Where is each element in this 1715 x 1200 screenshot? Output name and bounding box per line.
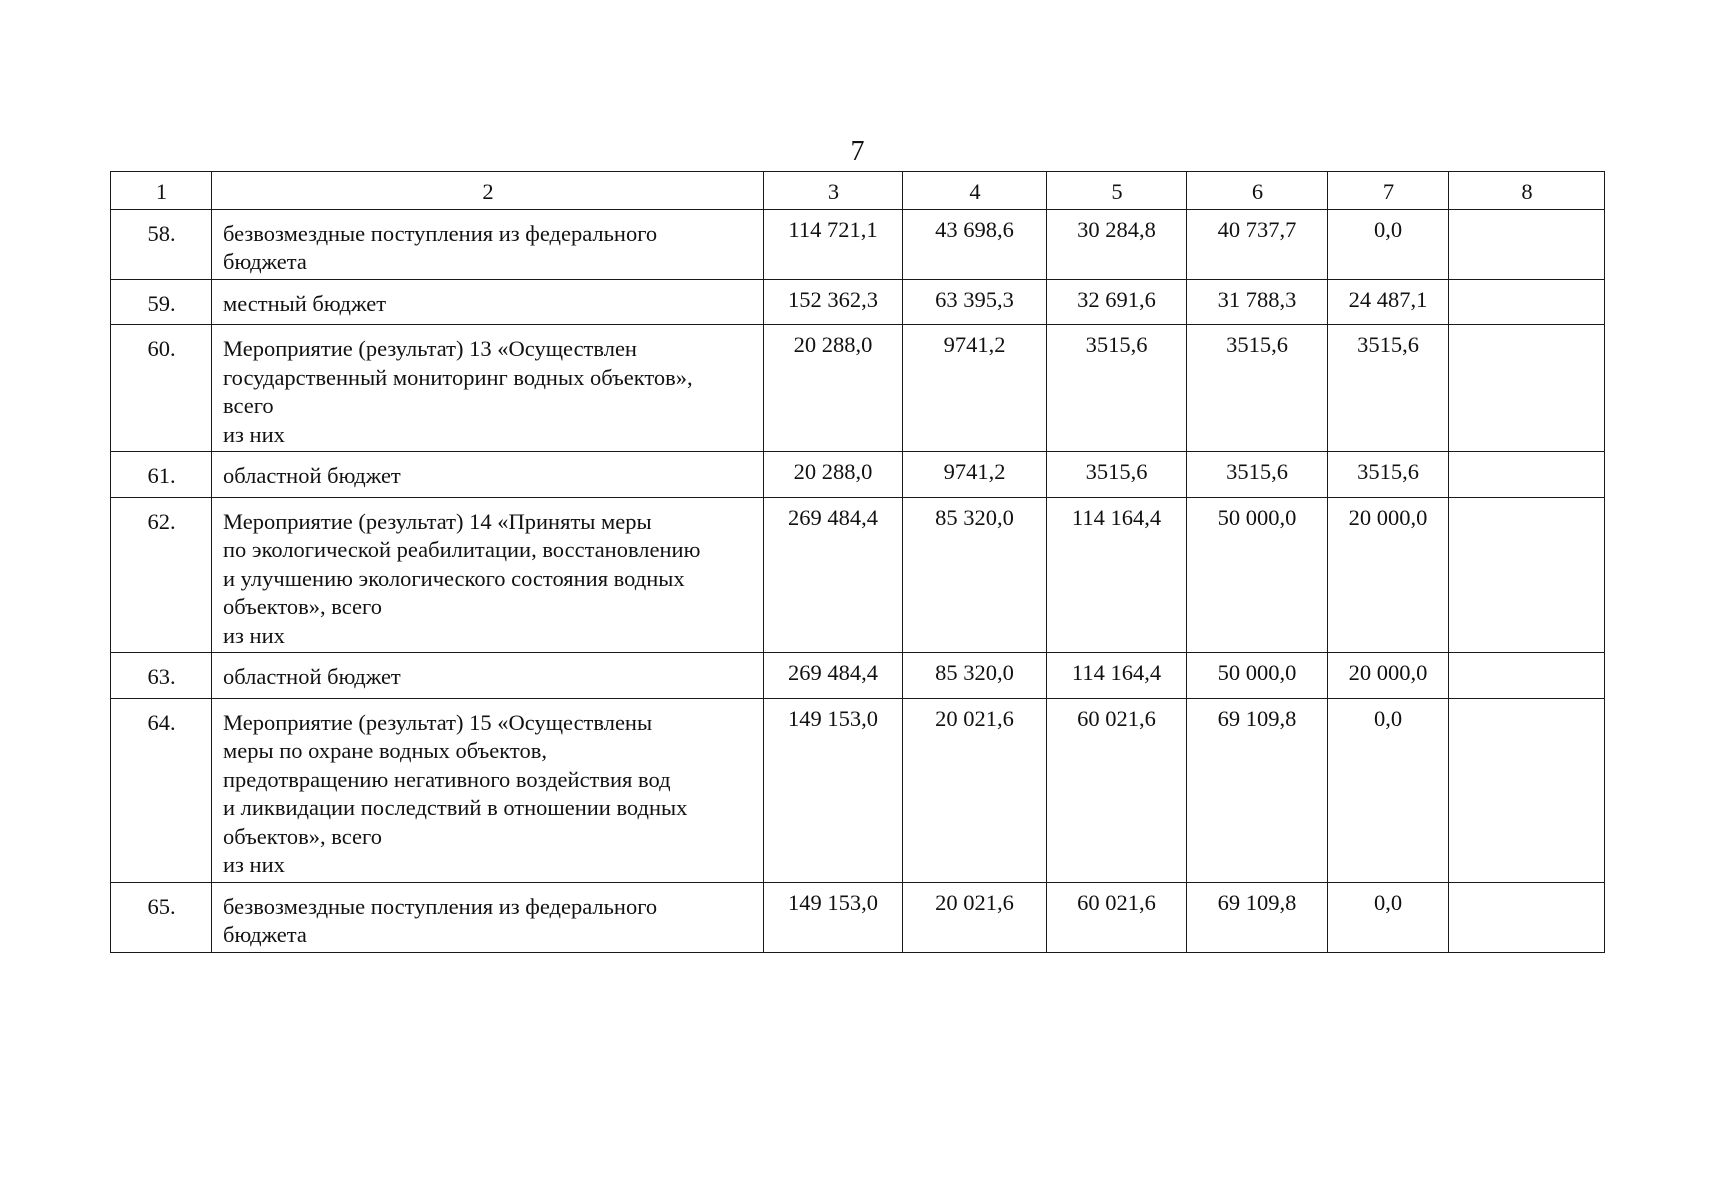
row-number: 62. (111, 497, 212, 653)
table-row (111, 209, 1605, 279)
value-col-6: 50 000,0 (1187, 653, 1328, 699)
header-cell: 8 (1449, 172, 1605, 210)
value-col-7: 24 487,1 (1328, 279, 1449, 325)
value-col-4: 9741,2 (903, 452, 1047, 498)
value-col-7: 3515,6 (1328, 325, 1449, 452)
row-number: 65. (111, 882, 212, 952)
header-cell: 5 (1047, 172, 1187, 210)
row-description: областной бюджет (212, 452, 764, 498)
header-cell: 7 (1328, 172, 1449, 210)
row-description: безвозмездные поступления из федерального бюджета (212, 209, 764, 279)
value-col-5: 3515,6 (1047, 452, 1187, 498)
value-col-6: 50 000,0 (1187, 497, 1328, 653)
row-description: местный бюджет (212, 279, 764, 325)
value-col-4: 85 320,0 (903, 653, 1047, 699)
row-number: 58. (111, 209, 212, 279)
value-col-4: 9741,2 (903, 325, 1047, 452)
value-col-4: 43 698,6 (903, 209, 1047, 279)
table-row (111, 452, 1605, 498)
value-col-7: 20 000,0 (1328, 653, 1449, 699)
value-col-4: 63 395,3 (903, 279, 1047, 325)
value-col-7: 0,0 (1328, 882, 1449, 952)
value-col-7: 0,0 (1328, 698, 1449, 882)
value-col-6: 69 109,8 (1187, 882, 1328, 952)
value-col-8 (1449, 279, 1605, 325)
header-row (111, 172, 1605, 210)
value-col-8 (1449, 325, 1605, 452)
value-col-5: 60 021,6 (1047, 882, 1187, 952)
row-number: 64. (111, 698, 212, 882)
value-col-3: 114 721,1 (764, 209, 903, 279)
value-col-5: 32 691,6 (1047, 279, 1187, 325)
value-col-3: 20 288,0 (764, 325, 903, 452)
value-col-3: 149 153,0 (764, 882, 903, 952)
value-col-5: 3515,6 (1047, 325, 1187, 452)
value-col-3: 152 362,3 (764, 279, 903, 325)
value-col-4: 85 320,0 (903, 497, 1047, 653)
row-description: областной бюджет (212, 653, 764, 699)
value-col-8 (1449, 497, 1605, 653)
table-row (111, 882, 1605, 952)
value-col-6: 40 737,7 (1187, 209, 1328, 279)
value-col-8 (1449, 209, 1605, 279)
value-col-5: 114 164,4 (1047, 653, 1187, 699)
row-description: безвозмездные поступления из федерального бюджета (212, 882, 764, 952)
value-col-3: 149 153,0 (764, 698, 903, 882)
value-col-6: 31 788,3 (1187, 279, 1328, 325)
value-col-3: 20 288,0 (764, 452, 903, 498)
row-number: 63. (111, 653, 212, 699)
row-description: Мероприятие (результат) 15 «Осуществлены меры по охране водных объектов, предотвращению негативного воздействия вод и ликвидации последствий в отношении водных объектов», всего из них (212, 698, 764, 882)
header-cell: 3 (764, 172, 903, 210)
row-description: Мероприятие (результат) 14 «Приняты меры по экологической реабилитации, восстановлению и улучшению экологического состояния водных объектов», всего из них (212, 497, 764, 653)
value-col-4: 20 021,6 (903, 698, 1047, 882)
value-col-6: 3515,6 (1187, 452, 1328, 498)
table-row (111, 698, 1605, 882)
page-number: 7 (850, 136, 865, 167)
value-col-6: 69 109,8 (1187, 698, 1328, 882)
value-col-5: 30 284,8 (1047, 209, 1187, 279)
row-description: Мероприятие (результат) 13 «Осуществлен государственный мониторинг водных объектов», всего из них (212, 325, 764, 452)
value-col-5: 60 021,6 (1047, 698, 1187, 882)
row-number: 60. (111, 325, 212, 452)
row-number: 59. (111, 279, 212, 325)
table-row (111, 279, 1605, 325)
value-col-8 (1449, 698, 1605, 882)
header-cell: 4 (903, 172, 1047, 210)
value-col-5: 114 164,4 (1047, 497, 1187, 653)
value-col-4: 20 021,6 (903, 882, 1047, 952)
value-col-3: 269 484,4 (764, 653, 903, 699)
value-col-8 (1449, 653, 1605, 699)
value-col-7: 0,0 (1328, 209, 1449, 279)
header-cell: 6 (1187, 172, 1328, 210)
table-row (111, 325, 1605, 452)
value-col-6: 3515,6 (1187, 325, 1328, 452)
table-row (111, 653, 1605, 699)
row-number: 61. (111, 452, 212, 498)
value-col-3: 269 484,4 (764, 497, 903, 653)
budget-table (110, 171, 1605, 953)
table-row (111, 497, 1605, 653)
value-col-8 (1449, 882, 1605, 952)
value-col-8 (1449, 452, 1605, 498)
header-cell: 2 (212, 172, 764, 210)
header-cell: 1 (111, 172, 212, 210)
value-col-7: 20 000,0 (1328, 497, 1449, 653)
value-col-7: 3515,6 (1328, 452, 1449, 498)
